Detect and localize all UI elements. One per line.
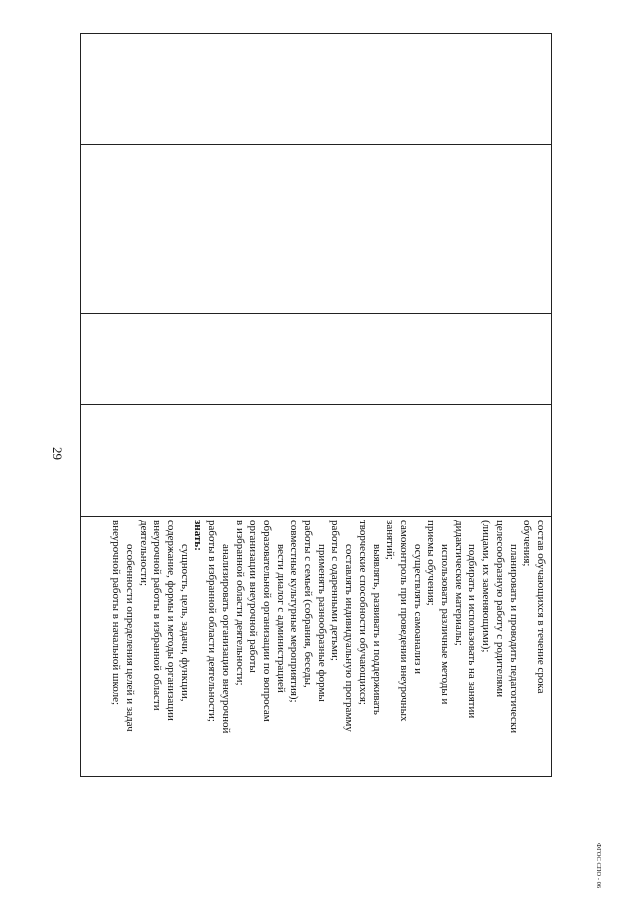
cell-line: подбирать и использовать на занятии: [466, 544, 479, 719]
cell-line: образовательной организации по вопросам: [260, 520, 273, 722]
cell-line: сущность, цель, задачи, функции,: [178, 544, 191, 702]
cell-line: занятий;: [384, 520, 397, 560]
curriculum-table: [80, 33, 552, 777]
cell-line: деятельности;: [137, 520, 150, 587]
cell-line: работы с семьей (собрания, беседы,: [302, 520, 315, 688]
cell-line: внеурочной работы в избранной области: [151, 520, 164, 711]
rotated-table-container: [80, 33, 552, 777]
cell-line: состав обучающихся в течение срока: [535, 520, 547, 694]
column-divider: [81, 776, 551, 777]
cell-line: приемы обучения;: [425, 520, 438, 606]
cell-line: планировать и проводить педагогически: [507, 544, 520, 734]
cell-line: в избранной области деятельности;: [233, 520, 246, 686]
cell-line: (лицами, их заменяющими);: [480, 520, 493, 653]
cell-line: осуществлять самоанализ и: [411, 544, 424, 674]
cell-line: вести диалог с администрацией: [274, 544, 287, 693]
cell-line: организации внеурочной работы: [247, 520, 260, 673]
competency-cell: [85, 517, 547, 776]
cell-line: применять разнообразные формы: [315, 544, 328, 702]
cell-line: составлять индивидуальную программу: [343, 544, 356, 732]
page-number: 29: [50, 447, 65, 460]
column-divider: [81, 144, 551, 145]
cell-line: совместные культурные мероприятия);: [288, 520, 301, 703]
cell-line: работы с одаренными детьми;: [329, 520, 342, 661]
cell-line: использовать различные методы и: [439, 544, 452, 705]
column-divider: [81, 313, 551, 314]
cell-line: выявлять, развивать и поддерживать: [370, 544, 383, 715]
footer-label: ФГОС СПО - 06: [595, 843, 602, 889]
cell-line: особенности определения целей и задач: [123, 544, 136, 732]
cell-line: внеурочной работы в начальной школе;: [110, 520, 123, 706]
cell-line: самоконтроль при проведении внеурочных: [397, 520, 410, 722]
cell-line: анализировать организацию внеурочной: [219, 544, 232, 734]
cell-line: дидактические материалы;: [452, 520, 465, 646]
section-heading: знать:: [192, 520, 205, 551]
cell-line: целесообразную работу с родителями: [493, 520, 506, 698]
column-divider: [81, 404, 551, 405]
cell-line: работы в избранной области деятельности;: [206, 520, 219, 722]
cell-line: обучения;: [521, 520, 534, 567]
cell-line: творческие способности обучающихся;: [356, 520, 369, 705]
cell-line: содержание, формы и методы организации: [165, 520, 178, 721]
